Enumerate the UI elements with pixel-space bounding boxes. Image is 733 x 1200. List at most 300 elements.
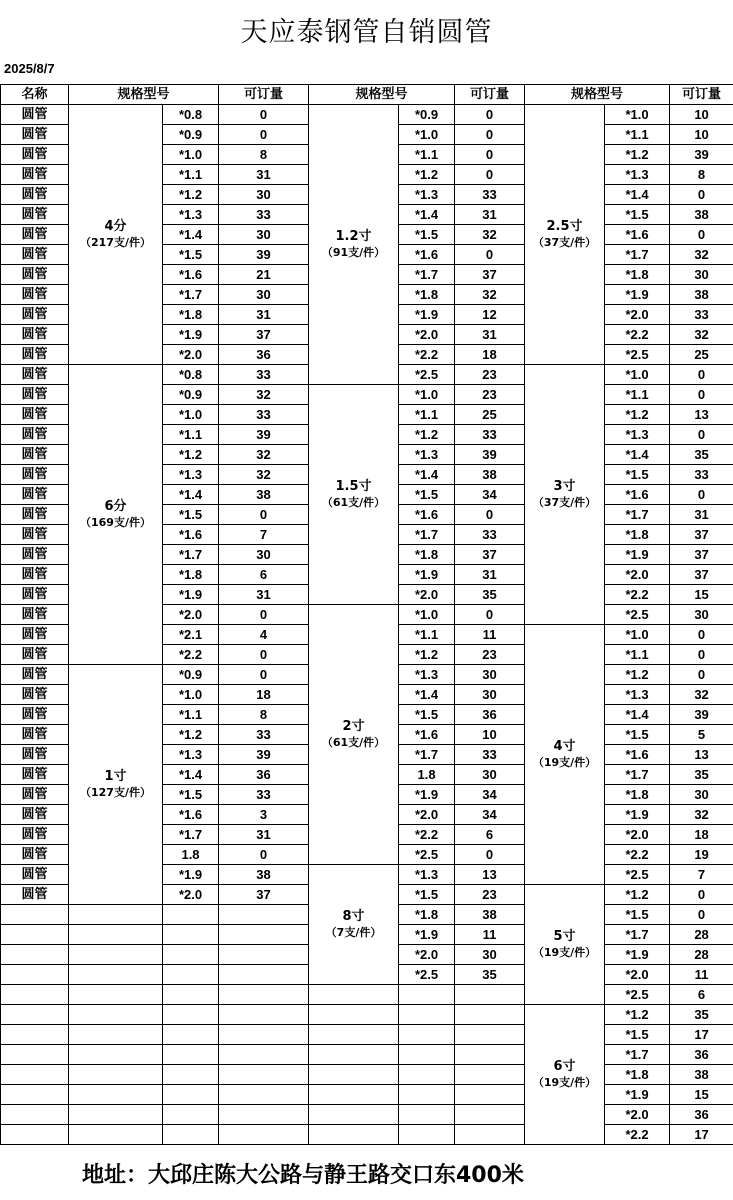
quantity-cell: 10	[670, 125, 733, 145]
thickness-cell: *2.0	[163, 345, 219, 365]
size-group-cell	[309, 865, 399, 985]
thickness-cell: *2.0	[605, 565, 670, 585]
empty-cell	[163, 925, 219, 945]
thickness-cell: *2.5	[605, 345, 670, 365]
quantity-cell: 36	[670, 1045, 733, 1065]
quantity-cell: 38	[670, 285, 733, 305]
thickness-cell: *2.5	[605, 985, 670, 1005]
quantity-cell: 12	[455, 305, 525, 325]
thickness-cell: *2.2	[399, 345, 455, 365]
quantity-cell: 33	[219, 785, 309, 805]
quantity-cell: 34	[455, 485, 525, 505]
quantity-cell: 30	[455, 945, 525, 965]
empty-cell	[219, 1025, 309, 1045]
quantity-cell: 33	[455, 185, 525, 205]
thickness-cell: *1.4	[163, 225, 219, 245]
table-row	[1, 105, 733, 125]
quantity-cell: 31	[219, 825, 309, 845]
empty-cell	[69, 1125, 163, 1145]
thickness-cell: *1.9	[605, 805, 670, 825]
thickness-cell: *1.3	[605, 685, 670, 705]
thickness-cell: *1.2	[605, 885, 670, 905]
quantity-cell: 33	[455, 745, 525, 765]
quantity-cell: 0	[455, 145, 525, 165]
thickness-cell: *1.1	[399, 625, 455, 645]
thickness-cell: *1.9	[163, 585, 219, 605]
thickness-cell: *1.7	[605, 505, 670, 525]
empty-cell	[163, 1105, 219, 1125]
product-name-cell: 圆管	[1, 685, 69, 705]
empty-cell	[309, 1025, 399, 1045]
empty-cell	[69, 1085, 163, 1105]
thickness-cell: *1.9	[163, 325, 219, 345]
quantity-cell: 38	[219, 865, 309, 885]
thickness-cell: *1.2	[399, 645, 455, 665]
thickness-cell: *1.5	[399, 225, 455, 245]
quantity-cell: 30	[219, 225, 309, 245]
quantity-cell: 38	[670, 205, 733, 225]
thickness-cell: *1.1	[605, 645, 670, 665]
thickness-cell: *1.5	[399, 885, 455, 905]
quantity-cell: 38	[670, 1065, 733, 1085]
quantity-cell: 31	[455, 565, 525, 585]
empty-cell	[399, 1045, 455, 1065]
product-name-cell	[1, 1005, 69, 1025]
product-name-cell	[1, 905, 69, 925]
quantity-cell: 0	[455, 605, 525, 625]
quantity-cell: 0	[219, 505, 309, 525]
empty-cell	[69, 965, 163, 985]
thickness-cell: *1.7	[163, 285, 219, 305]
thickness-cell: *1.5	[399, 705, 455, 725]
empty-cell	[399, 1085, 455, 1105]
table-row	[1, 985, 733, 1005]
thickness-cell: *1.3	[163, 205, 219, 225]
product-name-cell: 圆管	[1, 645, 69, 665]
quantity-cell: 0	[455, 245, 525, 265]
thickness-cell: *1.9	[399, 565, 455, 585]
quantity-cell: 30	[455, 685, 525, 705]
empty-cell	[163, 905, 219, 925]
table-row	[1, 1005, 733, 1025]
quantity-cell: 33	[219, 365, 309, 385]
size-label: 4寸	[553, 739, 576, 755]
thickness-cell: *1.0	[399, 125, 455, 145]
quantity-cell: 11	[455, 925, 525, 945]
empty-cell	[219, 985, 309, 1005]
quantity-cell: 33	[670, 465, 733, 485]
thickness-cell: *1.1	[605, 385, 670, 405]
thickness-cell: *1.8	[399, 905, 455, 925]
thickness-cell: *1.4	[605, 445, 670, 465]
product-name-cell: 圆管	[1, 125, 69, 145]
size-group-cell	[525, 1005, 605, 1145]
thickness-cell: *2.0	[605, 965, 670, 985]
quantity-cell: 38	[455, 905, 525, 925]
quantity-cell: 0	[455, 845, 525, 865]
quantity-cell: 23	[455, 885, 525, 905]
thickness-cell: *1.7	[605, 245, 670, 265]
thickness-cell: *1.9	[605, 285, 670, 305]
thickness-cell: *2.5	[605, 605, 670, 625]
empty-cell	[399, 1005, 455, 1025]
thickness-cell: *1.2	[163, 725, 219, 745]
quantity-cell: 37	[455, 545, 525, 565]
thickness-cell: *1.2	[605, 405, 670, 425]
quantity-cell: 32	[455, 225, 525, 245]
thickness-cell: *1.8	[605, 525, 670, 545]
thickness-cell: *1.9	[605, 1085, 670, 1105]
pack-count-label: （127支/件）	[80, 785, 151, 799]
quantity-cell: 6	[455, 825, 525, 845]
pack-count-label: （37支/件）	[532, 235, 597, 249]
thickness-cell: *1.0	[399, 605, 455, 625]
thickness-cell: *2.5	[605, 865, 670, 885]
thickness-cell: *0.9	[163, 125, 219, 145]
table-row	[1, 1065, 733, 1085]
empty-cell	[309, 1105, 399, 1125]
thickness-cell: *1.2	[399, 425, 455, 445]
thickness-cell: *1.1	[399, 145, 455, 165]
thickness-cell: *1.7	[399, 745, 455, 765]
quantity-cell: 0	[219, 845, 309, 865]
product-name-cell: 圆管	[1, 485, 69, 505]
thickness-cell: *1.2	[163, 445, 219, 465]
empty-cell	[163, 1025, 219, 1045]
thickness-cell: *1.7	[399, 265, 455, 285]
quantity-cell: 6	[219, 565, 309, 585]
thickness-cell: *1.3	[605, 165, 670, 185]
quantity-cell: 17	[670, 1125, 733, 1145]
page-title: 天应泰钢管自销圆管	[240, 17, 493, 48]
thickness-cell: *1.5	[605, 725, 670, 745]
thickness-cell: *1.1	[163, 165, 219, 185]
thickness-cell: *1.3	[399, 185, 455, 205]
thickness-cell: *1.5	[605, 905, 670, 925]
empty-cell	[309, 985, 399, 1005]
thickness-cell: *1.0	[163, 145, 219, 165]
quantity-cell: 0	[670, 905, 733, 925]
empty-cell	[219, 925, 309, 945]
thickness-cell: *1.9	[399, 785, 455, 805]
product-name-cell: 圆管	[1, 205, 69, 225]
thickness-cell: *1.8	[399, 285, 455, 305]
quantity-cell: 37	[455, 265, 525, 285]
quantity-cell: 25	[670, 345, 733, 365]
product-name-cell: 圆管	[1, 345, 69, 365]
thickness-cell: *2.2	[163, 645, 219, 665]
thickness-cell: *1.2	[605, 1005, 670, 1025]
quantity-cell: 0	[670, 645, 733, 665]
quantity-cell: 8	[219, 705, 309, 725]
quantity-cell: 36	[219, 765, 309, 785]
empty-cell	[455, 985, 525, 1005]
thickness-cell: *1.3	[163, 465, 219, 485]
quantity-cell: 32	[670, 685, 733, 705]
size-label: 1.2寸	[335, 229, 372, 245]
header-name: 名称	[1, 85, 69, 105]
thickness-cell: *1.5	[163, 505, 219, 525]
thickness-cell: *1.0	[605, 365, 670, 385]
header-qty: 可订量	[455, 85, 525, 105]
empty-cell	[163, 1085, 219, 1105]
thickness-cell: *1.7	[163, 545, 219, 565]
thickness-cell: *1.3	[399, 665, 455, 685]
size-label: 1寸	[104, 769, 127, 785]
product-name-cell: 圆管	[1, 245, 69, 265]
quantity-cell: 0	[455, 505, 525, 525]
empty-cell	[399, 1105, 455, 1125]
empty-cell	[69, 1025, 163, 1045]
quantity-cell: 18	[670, 825, 733, 845]
empty-cell	[399, 1125, 455, 1145]
thickness-cell: *2.2	[605, 585, 670, 605]
quantity-cell: 36	[670, 1105, 733, 1125]
product-name-cell: 圆管	[1, 165, 69, 185]
thickness-cell: *1.0	[605, 625, 670, 645]
empty-cell	[219, 945, 309, 965]
quantity-cell: 32	[219, 445, 309, 465]
product-name-cell: 圆管	[1, 505, 69, 525]
quantity-cell: 33	[219, 405, 309, 425]
quantity-cell: 0	[455, 125, 525, 145]
table-row	[1, 1025, 733, 1045]
quantity-cell: 35	[670, 445, 733, 465]
quantity-cell: 30	[455, 665, 525, 685]
thickness-cell: *2.0	[605, 825, 670, 845]
empty-cell	[309, 1125, 399, 1145]
thickness-cell: *2.5	[399, 365, 455, 385]
thickness-cell: *1.0	[399, 385, 455, 405]
empty-cell	[69, 905, 163, 925]
thickness-cell: *1.2	[163, 185, 219, 205]
quantity-cell: 13	[670, 405, 733, 425]
quantity-cell: 30	[219, 185, 309, 205]
thickness-cell: *1.6	[605, 745, 670, 765]
quantity-cell: 11	[670, 965, 733, 985]
thickness-cell: *1.9	[605, 945, 670, 965]
product-name-cell: 圆管	[1, 625, 69, 645]
thickness-cell: *1.1	[605, 125, 670, 145]
quantity-cell: 10	[455, 725, 525, 745]
product-name-cell: 圆管	[1, 705, 69, 725]
thickness-cell: *1.4	[399, 465, 455, 485]
thickness-cell: *1.4	[399, 685, 455, 705]
product-name-cell: 圆管	[1, 445, 69, 465]
table-row	[1, 1085, 733, 1105]
quantity-cell: 0	[670, 425, 733, 445]
quantity-cell: 0	[670, 225, 733, 245]
empty-cell	[163, 1065, 219, 1085]
empty-cell	[69, 945, 163, 965]
pack-count-label: （217支/件）	[80, 235, 151, 249]
thickness-cell: *1.3	[605, 425, 670, 445]
quantity-cell: 11	[455, 625, 525, 645]
thickness-cell: *1.1	[163, 705, 219, 725]
empty-cell	[219, 1085, 309, 1105]
address-footer: 地址：大邱庄陈大公路与静王路交口东400米	[82, 1163, 524, 1188]
product-name-cell: 圆管	[1, 325, 69, 345]
product-name-cell: 圆管	[1, 305, 69, 325]
product-name-cell: 圆管	[1, 825, 69, 845]
thickness-cell: *2.0	[399, 805, 455, 825]
quantity-cell: 10	[670, 105, 733, 125]
thickness-cell: *1.3	[399, 865, 455, 885]
product-name-cell: 圆管	[1, 385, 69, 405]
quantity-cell: 30	[455, 765, 525, 785]
empty-cell	[163, 985, 219, 1005]
thickness-cell: *1.5	[605, 465, 670, 485]
product-name-cell: 圆管	[1, 745, 69, 765]
quantity-cell: 39	[219, 245, 309, 265]
size-label: 4分	[104, 219, 127, 235]
product-name-cell: 圆管	[1, 145, 69, 165]
product-name-cell: 圆管	[1, 605, 69, 625]
empty-cell	[163, 945, 219, 965]
thickness-cell: *2.0	[399, 585, 455, 605]
header-qty: 可订量	[219, 85, 309, 105]
quantity-cell: 5	[670, 725, 733, 745]
thickness-cell: *1.2	[605, 145, 670, 165]
quantity-cell: 13	[670, 745, 733, 765]
thickness-cell: *1.1	[399, 405, 455, 425]
quantity-cell: 30	[219, 285, 309, 305]
product-name-cell: 圆管	[1, 865, 69, 885]
pack-count-label: （61支/件）	[321, 495, 386, 509]
product-name-cell: 圆管	[1, 465, 69, 485]
size-group-cell	[69, 665, 163, 905]
empty-cell	[69, 985, 163, 1005]
quantity-cell: 39	[455, 445, 525, 465]
thickness-cell: *1.9	[399, 925, 455, 945]
empty-cell	[163, 1005, 219, 1025]
quantity-cell: 0	[670, 665, 733, 685]
product-name-cell: 圆管	[1, 405, 69, 425]
thickness-cell: *1.8	[399, 545, 455, 565]
product-name-cell: 圆管	[1, 425, 69, 445]
thickness-cell: *1.6	[399, 725, 455, 745]
product-name-cell	[1, 1065, 69, 1085]
product-name-cell: 圆管	[1, 845, 69, 865]
pack-count-label: （37支/件）	[532, 495, 597, 509]
thickness-cell: *1.5	[605, 1025, 670, 1045]
thickness-cell: *1.9	[399, 305, 455, 325]
thickness-cell: *2.0	[163, 885, 219, 905]
size-group-cell	[525, 105, 605, 365]
quantity-cell: 32	[670, 805, 733, 825]
thickness-cell: *1.3	[163, 745, 219, 765]
quantity-cell: 18	[455, 345, 525, 365]
pack-count-label: （91支/件）	[321, 245, 386, 259]
empty-cell	[309, 1005, 399, 1025]
quantity-cell: 13	[455, 865, 525, 885]
quantity-cell: 31	[455, 205, 525, 225]
thickness-cell: *2.0	[605, 1105, 670, 1125]
size-label: 1.5寸	[335, 479, 372, 495]
quantity-cell: 0	[670, 625, 733, 645]
quantity-cell: 0	[670, 885, 733, 905]
thickness-cell: *0.8	[163, 105, 219, 125]
product-name-cell: 圆管	[1, 765, 69, 785]
empty-cell	[309, 1085, 399, 1105]
empty-cell	[163, 1125, 219, 1145]
thickness-cell: *1.7	[605, 1045, 670, 1065]
empty-cell	[219, 905, 309, 925]
quantity-cell: 0	[219, 605, 309, 625]
empty-cell	[455, 1005, 525, 1025]
thickness-cell: 1.8	[163, 845, 219, 865]
thickness-cell: *1.0	[605, 105, 670, 125]
empty-cell	[399, 1065, 455, 1085]
empty-cell	[69, 925, 163, 945]
quantity-cell: 0	[219, 105, 309, 125]
quantity-cell: 30	[670, 605, 733, 625]
quantity-cell: 37	[670, 525, 733, 545]
pack-count-label: （19支/件）	[532, 945, 597, 959]
quantity-cell: 37	[219, 325, 309, 345]
quantity-cell: 39	[670, 705, 733, 725]
quantity-cell: 31	[670, 505, 733, 525]
size-label: 6寸	[553, 1059, 576, 1075]
quantity-cell: 4	[219, 625, 309, 645]
thickness-cell: *2.5	[399, 965, 455, 985]
quantity-cell: 35	[455, 585, 525, 605]
empty-cell	[399, 985, 455, 1005]
quantity-cell: 28	[670, 925, 733, 945]
thickness-cell: *1.4	[605, 185, 670, 205]
quantity-cell: 0	[670, 365, 733, 385]
quantity-cell: 33	[219, 205, 309, 225]
quantity-cell: 31	[455, 325, 525, 345]
thickness-cell: *1.4	[163, 485, 219, 505]
thickness-cell: *1.6	[163, 265, 219, 285]
empty-cell	[219, 1105, 309, 1125]
product-name-cell	[1, 1045, 69, 1065]
date-label: 2025/8/7	[4, 61, 55, 76]
thickness-cell: *2.0	[399, 945, 455, 965]
product-name-cell: 圆管	[1, 585, 69, 605]
empty-cell	[455, 1045, 525, 1065]
thickness-cell: *2.0	[605, 305, 670, 325]
quantity-cell: 34	[455, 805, 525, 825]
quantity-cell: 39	[219, 425, 309, 445]
empty-cell	[163, 965, 219, 985]
quantity-cell: 36	[219, 345, 309, 365]
product-name-cell: 圆管	[1, 665, 69, 685]
size-group-cell	[525, 625, 605, 885]
thickness-cell: *1.6	[605, 485, 670, 505]
product-name-cell: 圆管	[1, 105, 69, 125]
product-name-cell: 圆管	[1, 185, 69, 205]
quantity-cell: 33	[455, 425, 525, 445]
table-header	[1, 85, 733, 105]
thickness-cell: *1.5	[163, 785, 219, 805]
thickness-cell: *1.6	[605, 225, 670, 245]
thickness-cell: *1.4	[163, 765, 219, 785]
thickness-cell: *1.5	[399, 485, 455, 505]
product-name-cell: 圆管	[1, 285, 69, 305]
empty-cell	[69, 1005, 163, 1025]
empty-cell	[455, 1025, 525, 1045]
quantity-cell: 28	[670, 945, 733, 965]
thickness-cell: *1.8	[605, 785, 670, 805]
thickness-cell: *1.4	[605, 705, 670, 725]
product-name-cell: 圆管	[1, 885, 69, 905]
product-name-cell: 圆管	[1, 365, 69, 385]
quantity-cell: 6	[670, 985, 733, 1005]
thickness-cell: *1.8	[605, 1065, 670, 1085]
quantity-cell: 19	[670, 845, 733, 865]
